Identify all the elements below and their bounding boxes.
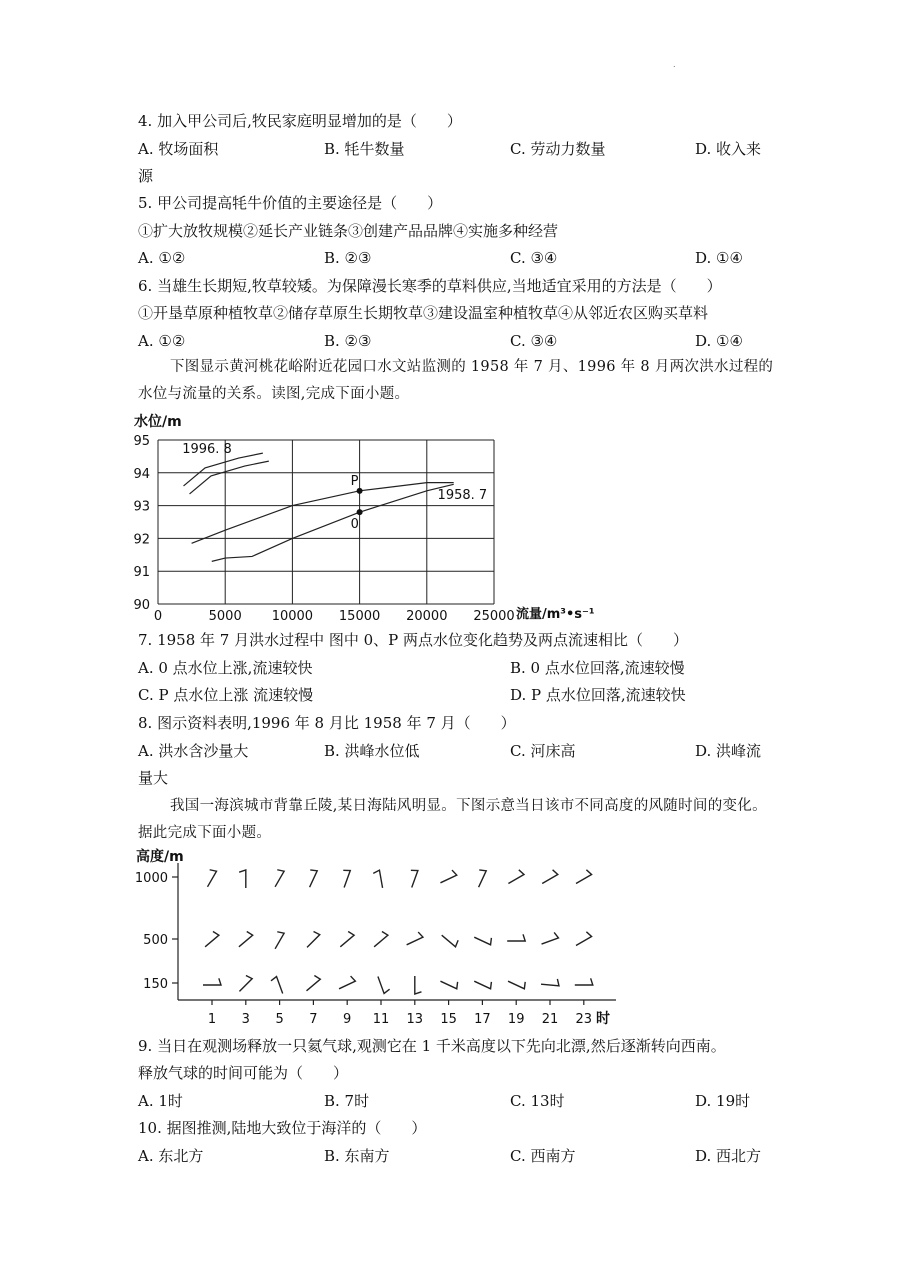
wind-x-tick-label: 5: [275, 1012, 284, 1027]
q9-stem-line2: 释放气球的时间可能为（ ）: [138, 1064, 349, 1082]
wind-barb: [440, 870, 456, 883]
wind-barb: [479, 870, 487, 887]
wind-x-tick-label: 1: [207, 1012, 217, 1027]
q5-option-d[interactable]: D. ①④: [695, 249, 743, 267]
wind-barb: [440, 981, 457, 989]
wind-barb: [576, 870, 592, 884]
q4-option-d[interactable]: D. 收入来: [695, 140, 762, 158]
q4-option-b[interactable]: B. 牦牛数量: [324, 140, 405, 158]
wind-barb: [442, 935, 458, 947]
flood-chart: [130, 410, 600, 625]
wind-barb: [508, 981, 525, 989]
wind-barb: [275, 932, 284, 949]
wind-x-tick-label: 15: [440, 1012, 457, 1027]
q9-option-a[interactable]: A. 1时: [138, 1092, 183, 1110]
q10-stem: 10. 据图推测,陆地大致位于海洋的（ ）: [138, 1119, 427, 1137]
q7-option-a[interactable]: A. 0 点水位上涨,流速较快: [138, 659, 313, 677]
flood-point-label: 0: [350, 517, 359, 533]
q6-option-c[interactable]: C. ③④: [510, 332, 558, 350]
wind-barb: [411, 870, 418, 887]
wind-y-tick-label: 500: [143, 933, 168, 948]
q5-option-c[interactable]: C. ③④: [510, 249, 558, 267]
wind-barb: [542, 932, 559, 944]
q9-option-b[interactable]: B. 7时: [324, 1092, 370, 1110]
q4-option-a[interactable]: A. 牧场面积: [138, 140, 219, 158]
wind-barb: [541, 979, 559, 986]
wind-barb: [575, 978, 593, 985]
wind-barb: [508, 870, 524, 884]
q4-stem: 4. 加入甲公司后,牧民家庭明显增加的是（ ）: [138, 112, 462, 130]
q6-option-a[interactable]: A. ①②: [138, 332, 186, 350]
flood-x-tick-label: 10000: [271, 609, 314, 624]
wind-barb: [307, 931, 320, 947]
q8-stem: 8. 图示资料表明,1996 年 8 月比 1958 年 7 月（ ）: [138, 714, 516, 732]
wind-barb: [374, 932, 388, 947]
flood-point-0: [357, 509, 363, 515]
q8-option-d-wrap: 量大: [138, 769, 169, 787]
q6-option-d[interactable]: D. ①④: [695, 332, 743, 350]
series-1958-label: 1958. 7: [437, 488, 488, 504]
wind-x-tick-label: 11: [372, 1012, 390, 1027]
wind-barb: [307, 976, 321, 991]
wind-x-tick-label: 19: [507, 1012, 525, 1027]
wind-barb: [239, 870, 246, 888]
wind-barb: [239, 975, 252, 991]
wind-barb: [373, 870, 382, 888]
wind-barb: [542, 870, 558, 884]
passage-seabreeze: 我国一海滨城市背靠丘陵,某日海陆风明显。下图示意当日该市不同高度的风随时间的变化。据此完成下面小题。: [138, 798, 767, 841]
wind-x-tick-label: 21: [541, 1012, 559, 1027]
q4-option-d-wrap: 源: [138, 167, 154, 185]
wind-y-tick-label: 150: [143, 977, 168, 992]
q7-option-b[interactable]: B. 0 点水位回落,流速较慢: [510, 659, 685, 677]
wind-barb: [474, 937, 491, 945]
flood-x-tick-label: 15000: [338, 609, 381, 624]
q7-stem: 7. 1958 年 7 月洪水过程中 图中 0、P 两点水位变化趋势及两点流速相比（ ）: [138, 631, 689, 649]
series-1996-falling: [190, 461, 269, 494]
q5-option-a[interactable]: A. ①②: [138, 249, 186, 267]
q6-option-b[interactable]: B. ②③: [324, 332, 372, 350]
q9-option-c[interactable]: C. 13时: [510, 1092, 565, 1110]
q9-option-d[interactable]: D. 19时: [695, 1092, 751, 1110]
q8-option-a[interactable]: A. 洪水含沙量大: [138, 742, 249, 760]
q5-option-b[interactable]: B. ②③: [324, 249, 372, 267]
wind-barb: [415, 976, 422, 994]
corner-mark: .: [673, 60, 676, 69]
series-1996-label: 1996. 8: [182, 442, 232, 458]
flood-x-tick-label: 25000: [473, 609, 515, 624]
flood-chart-xlabel: 流量/m³•s⁻¹: [516, 607, 595, 622]
q10-option-b[interactable]: B. 东南方: [324, 1147, 390, 1165]
q9-stem: 9. 当日在观测场释放一只氦气球,观测它在 1 千米高度以下先向北漂,然后逐渐转向西南。: [138, 1037, 726, 1055]
q7-option-d[interactable]: D. P 点水位回落,流速较快: [510, 686, 686, 704]
flood-chart-ylabel: 水位/m: [134, 414, 182, 430]
flood-x-tick-label: 5000: [208, 609, 242, 624]
wind-barb: [378, 977, 390, 994]
series-1958-upper: [192, 483, 454, 544]
flood-y-tick-label: 93: [133, 499, 150, 515]
wind-chart-xlabel: 时: [596, 1011, 610, 1027]
wind-x-tick-label: 13: [406, 1012, 424, 1027]
wind-x-tick-label: 23: [575, 1012, 593, 1027]
series-1958-lower: [212, 484, 454, 561]
passage-flood: 下图显示黄河桃花峪附近花园口水文站监测的 1958 年 7 月、1996 年 8 月两次洪水过程的水位与流量的关系。读图,完成下面小题。: [138, 359, 774, 402]
wind-barb: [407, 932, 423, 945]
wind-x-tick-label: 3: [241, 1012, 250, 1027]
flood-x-tick-label: 20000: [406, 609, 448, 624]
q5-stem: 5. 甲公司提高牦牛价值的主要途径是（ ）: [138, 194, 443, 212]
wind-barb: [507, 934, 525, 941]
wind-barb: [474, 981, 491, 989]
wind-chart-ylabel: 高度/m: [136, 849, 184, 865]
wind-barb: [239, 932, 253, 947]
flood-y-tick-label: 95: [133, 434, 150, 449]
q8-option-b[interactable]: B. 洪峰水位低: [324, 742, 420, 760]
wind-barb: [339, 976, 355, 989]
wind-barb: [203, 978, 221, 985]
wind-barb: [576, 932, 592, 946]
q10-option-a[interactable]: A. 东北方: [138, 1147, 204, 1165]
q4-option-c[interactable]: C. 劳动力数量: [510, 140, 606, 158]
wind-chart: [130, 843, 630, 1030]
wind-x-tick-label: 7: [309, 1012, 318, 1027]
flood-y-tick-label: 90: [133, 598, 150, 613]
wind-y-tick-label: 1000: [134, 871, 168, 886]
wind-barb: [208, 870, 217, 887]
wind-barb: [340, 932, 354, 947]
wind-barb: [271, 977, 283, 994]
q8-option-c[interactable]: C. 河床高: [510, 742, 576, 760]
wind-x-tick-label: 9: [343, 1012, 352, 1027]
q10-option-c[interactable]: C. 西南方: [510, 1147, 576, 1165]
series-1996-rising: [184, 453, 263, 486]
q10-option-d[interactable]: D. 西北方: [695, 1147, 762, 1165]
flood-x-tick-label: 0: [153, 609, 163, 624]
wind-x-tick-label: 17: [474, 1012, 491, 1027]
wind-barb: [275, 870, 284, 887]
flood-y-tick-label: 91: [133, 565, 150, 581]
q6-stem: 6. 当雄生长期短,牧草较矮。为保障漫长寒季的草料供应,当地适宜采用的方法是（ ）: [138, 277, 722, 295]
q7-option-c[interactable]: C. P 点水位上涨 流速较慢: [138, 686, 314, 704]
flood-y-tick-label: 94: [133, 466, 150, 482]
flood-y-tick-label: 92: [133, 532, 150, 548]
q5-items: ①扩大放牧规模②延长产业链条③创建产品品牌④实施多种经营: [138, 222, 559, 240]
wind-barb: [205, 932, 219, 947]
q6-items: ①开垦草原种植牧草②储存草原生长期牧草③建设温室种植牧草④从邻近农区购买草料: [138, 304, 709, 322]
q8-option-d[interactable]: D. 洪峰流: [695, 742, 762, 760]
flood-point-label: P: [350, 473, 359, 489]
wind-barb: [310, 870, 318, 887]
wind-barb: [343, 870, 350, 887]
